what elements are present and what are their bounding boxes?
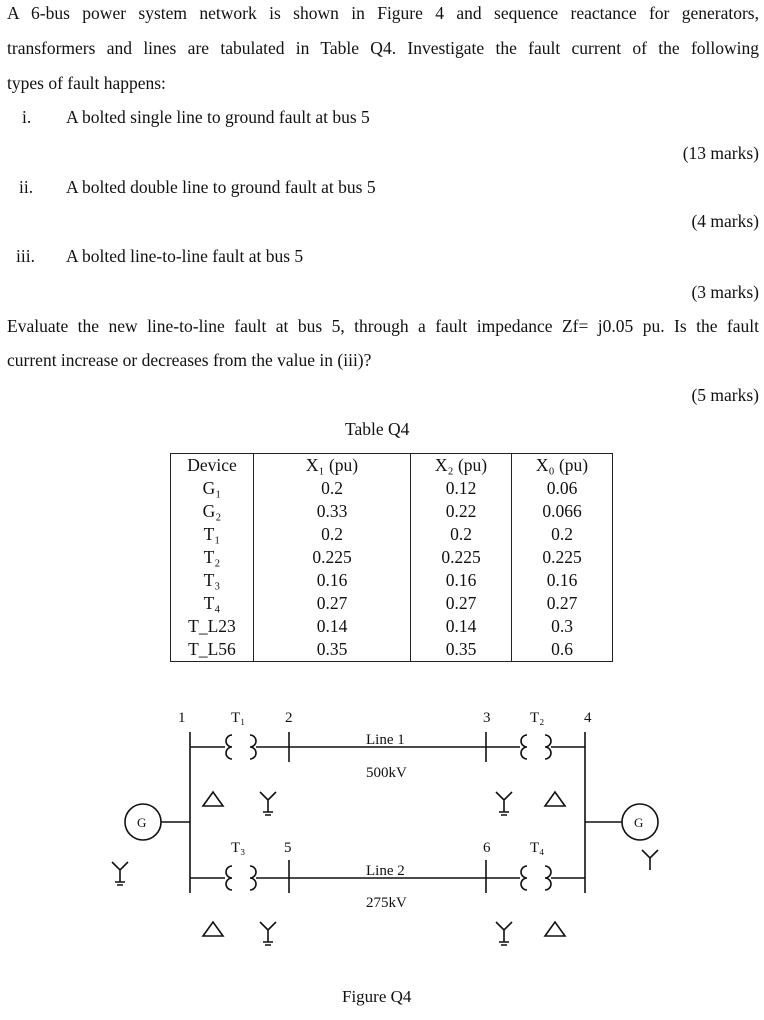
table-cell: 0.14 — [254, 615, 411, 638]
reactance-table — [170, 453, 613, 662]
table-header-cell: X₀ (pu) — [512, 454, 613, 478]
transformer-label-t2: T₂ — [530, 710, 545, 726]
table-cell: 0.066 — [512, 500, 613, 523]
item-1-marks: (13 marks) — [682, 143, 759, 163]
item-2-number: ii. — [19, 177, 34, 197]
eval-marks: (5 marks) — [691, 385, 759, 405]
item-2-text: A bolted double line to ground fault at bus 5 — [66, 177, 376, 197]
table-cell: T_L23 — [171, 615, 254, 638]
table-row — [171, 638, 613, 662]
table-row — [171, 500, 613, 523]
generator-g2-label: G — [634, 815, 644, 830]
generator-g1-label: G — [137, 815, 147, 830]
table-cell: 0.12 — [411, 477, 512, 500]
table-caption: Table Q4 — [345, 419, 410, 439]
table-header-row — [171, 454, 613, 478]
table-cell: 0.16 — [512, 569, 613, 592]
table-cell: 0.27 — [512, 592, 613, 615]
table-cell: T₂ — [171, 546, 254, 569]
transformer-label-t1: T₁ — [231, 710, 246, 726]
table-cell: 0.225 — [254, 546, 411, 569]
line-1-name: Line 1 — [366, 732, 405, 748]
intro-line-1: A 6-bus power system network is shown in Figure 4 and sequence reactance for generators, — [7, 3, 759, 23]
item-3-text: A bolted line-to-line fault at bus 5 — [66, 246, 304, 266]
table-cell: T₃ — [171, 569, 254, 592]
gen-left-wye-ground — [112, 862, 128, 885]
item-1-number: i. — [22, 107, 32, 127]
table-cell: 0.2 — [411, 523, 512, 546]
table-cell: 0.2 — [254, 477, 411, 500]
table-cell: 0.225 — [512, 546, 613, 569]
table-cell: 0.16 — [411, 569, 512, 592]
table-row — [171, 523, 613, 546]
intro-line-3: types of fault happens: — [7, 73, 166, 93]
bus-label-2: 2 — [285, 710, 293, 726]
line-2-voltage: 275kV — [366, 895, 407, 911]
table-row — [171, 615, 613, 638]
figure-caption: Figure Q4 — [342, 987, 412, 1006]
table-cell: 0.06 — [512, 477, 613, 500]
bus-label-6: 6 — [483, 840, 491, 856]
transformer-t1 — [190, 735, 289, 759]
table-row — [171, 569, 613, 592]
item-3-number: iii. — [16, 246, 35, 266]
table-cell: 0.27 — [254, 592, 411, 615]
item-3-marks: (3 marks) — [691, 282, 759, 302]
table-cell: 0.225 — [411, 546, 512, 569]
power-system-diagram — [0, 700, 764, 1020]
table-cell: 0.3 — [512, 615, 613, 638]
table-cell: T₁ — [171, 523, 254, 546]
table-header-cell: X₁ (pu) — [254, 454, 411, 478]
table-cell: G₁ — [171, 477, 254, 500]
table-cell: 0.35 — [254, 638, 411, 662]
table-cell: 0.2 — [254, 523, 411, 546]
table-cell: 0.35 — [411, 638, 512, 662]
table-header-cell: X₂ (pu) — [411, 454, 512, 478]
table-cell: T₄ — [171, 592, 254, 615]
table-row — [171, 546, 613, 569]
intro-line-2: transformers and lines are tabulated in Table Q4. Investigate the fault current of the following — [7, 38, 759, 58]
table-cell: 0.22 — [411, 500, 512, 523]
table-cell: 0.16 — [254, 569, 411, 592]
eval-line-1: Evaluate the new line-to-line fault at bus 5, through a fault impedance Zf= j0.05 pu. Is the fault — [7, 316, 759, 336]
transformer-t2 — [486, 735, 585, 759]
table-cell: 0.14 — [411, 615, 512, 638]
table-cell: 0.33 — [254, 500, 411, 523]
bus-label-4: 4 — [584, 710, 592, 726]
item-2-marks: (4 marks) — [691, 211, 759, 231]
eval-line-2: current increase or decreases from the value in (iii)? — [7, 350, 372, 370]
transformer-label-t3: T₃ — [231, 840, 246, 856]
gen-right-wye — [642, 850, 658, 870]
item-1-text: A bolted single line to ground fault at bus 5 — [66, 107, 370, 127]
table-cell: 0.2 — [512, 523, 613, 546]
table-header-cell: Device — [171, 454, 254, 478]
transformer-t4 — [486, 866, 585, 890]
bus-label-3: 3 — [483, 710, 491, 726]
table-row — [171, 477, 613, 500]
table-cell: 0.6 — [512, 638, 613, 662]
table-row — [171, 592, 613, 615]
table-cell: 0.27 — [411, 592, 512, 615]
line-1-voltage: 500kV — [366, 765, 407, 781]
line-2-name: Line 2 — [366, 863, 405, 879]
bus-label-1: 1 — [178, 710, 186, 726]
table-cell: T_L56 — [171, 638, 254, 662]
bus-label-5: 5 — [284, 840, 292, 856]
transformer-t3 — [190, 866, 289, 890]
transformer-label-t4: T₄ — [530, 840, 545, 856]
table-cell: G₂ — [171, 500, 254, 523]
